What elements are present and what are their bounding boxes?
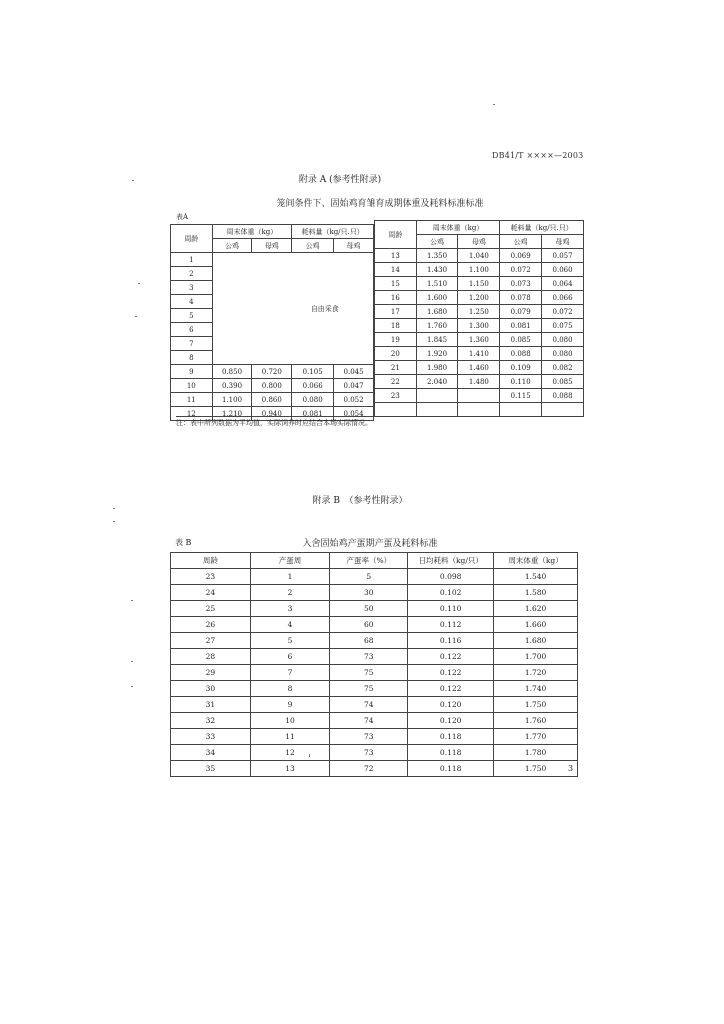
table-row <box>171 569 578 585</box>
appendix-a-footnote: 注：表中所列数据为平均值，实际饲养时应结合本场实际情况。 <box>176 416 576 428</box>
table-cell: 0.072 <box>542 305 584 319</box>
table-cell: 0.800 <box>252 379 292 393</box>
table-cell: 0.054 <box>334 407 374 421</box>
table-cell: 0.078 <box>500 291 542 305</box>
table-cell: 0.045 <box>334 365 374 379</box>
table-cell: 0.122 <box>408 665 494 681</box>
table-cell: 31 <box>171 697 251 713</box>
table-cell-week: 15 <box>375 277 417 291</box>
table-cell: 1.430 <box>416 263 458 277</box>
table-cell: 0.052 <box>334 393 374 407</box>
table-cell: 0.066 <box>542 291 584 305</box>
table-cell: 1.680 <box>416 305 458 319</box>
table-cell: 1.410 <box>458 347 500 361</box>
header-female: 母鸡 <box>542 235 584 249</box>
table-cell-week: 14 <box>375 263 417 277</box>
scan-speck <box>131 661 133 662</box>
table-cell: 0.122 <box>408 649 494 665</box>
table-cell: 0.122 <box>408 681 494 697</box>
table-cell: 1.350 <box>416 249 458 263</box>
table-row <box>171 697 578 713</box>
table-cell: 0.081 <box>500 319 542 333</box>
header-laying-week: 产蛋周 <box>250 553 330 569</box>
table-cell: 9 <box>250 697 330 713</box>
header-laying-rate: 产蛋率（%） <box>330 553 408 569</box>
table-cell: 0.118 <box>408 761 494 777</box>
table-cell: 0.116 <box>408 633 494 649</box>
header-male: 公鸡 <box>416 235 458 249</box>
table-cell: 0.940 <box>252 407 292 421</box>
header-feed: 耗料量（kg/只.只） <box>500 221 584 235</box>
appendix-a-table-title: 笼间条件下、固始鸡育雏育成期体重及耗料标准标准 <box>276 199 484 209</box>
table-cell: 3 <box>250 601 330 617</box>
scan-speck <box>113 521 115 522</box>
table-cell: 0.075 <box>542 319 584 333</box>
table-row <box>171 713 578 729</box>
table-cell: 0.073 <box>500 277 542 291</box>
table-cell: 2.040 <box>416 375 458 389</box>
table-cell: 11 <box>250 729 330 745</box>
table-cell: 1.720 <box>494 665 578 681</box>
table-cell: 0.047 <box>334 379 374 393</box>
table-cell: 1.980 <box>416 361 458 375</box>
scan-speck <box>131 686 133 687</box>
table-cell: 27 <box>171 633 251 649</box>
table-cell: 2 <box>250 585 330 601</box>
table-cell: 0.120 <box>408 713 494 729</box>
table-cell: 34 <box>171 745 251 761</box>
table-cell: 0.088 <box>542 389 584 403</box>
table-cell-week: 13 <box>375 249 417 263</box>
table-cell: 0.115 <box>500 389 542 403</box>
header-feed: 耗料量（kg/只.只） <box>292 225 374 239</box>
table-cell: 73 <box>330 745 408 761</box>
appendix-a-table-label: 表A <box>176 213 189 221</box>
table-cell: 0.072 <box>500 263 542 277</box>
header-body-weight: 周末体重（kg） <box>212 225 292 239</box>
table-cell-week: 5 <box>171 309 213 323</box>
header-body-weight: 周末体重（kg） <box>416 221 500 235</box>
header-female: 母鸡 <box>252 239 292 253</box>
table-cell-week: 9 <box>171 365 213 379</box>
table-cell: 1.210 <box>212 407 252 421</box>
table-cell: 1.620 <box>494 601 578 617</box>
table-cell: 1 <box>250 569 330 585</box>
table-cell-week: 17 <box>375 305 417 319</box>
table-cell: 0.057 <box>542 249 584 263</box>
header-male: 公鸡 <box>212 239 252 253</box>
table-cell: 1.770 <box>494 729 578 745</box>
table-cell: 1.750 <box>494 761 578 777</box>
table-cell: 0.850 <box>212 365 252 379</box>
header-male: 公鸡 <box>500 235 542 249</box>
table-cell: 1.100 <box>212 393 252 407</box>
table-cell: 1.740 <box>494 681 578 697</box>
appendix-b-table-label: 表 B <box>175 538 192 547</box>
table-cell: 7 <box>250 665 330 681</box>
table-cell: 1.360 <box>458 333 500 347</box>
table-cell: 32 <box>171 713 251 729</box>
table-cell: 6 <box>250 649 330 665</box>
table-cell: 0.088 <box>500 347 542 361</box>
table-cell: 1.600 <box>416 291 458 305</box>
table-cell: 28 <box>171 649 251 665</box>
table-cell: 1.250 <box>458 305 500 319</box>
table-cell-week: 18 <box>375 319 417 333</box>
table-cell: 23 <box>171 569 251 585</box>
table-cell: 0.085 <box>500 333 542 347</box>
table-cell-week: 22 <box>375 375 417 389</box>
table-cell-week: 20 <box>375 347 417 361</box>
table-cell <box>458 389 500 403</box>
table-cell: 0.085 <box>542 375 584 389</box>
table-cell: 0.118 <box>408 745 494 761</box>
table-cell: 1.920 <box>416 347 458 361</box>
appendix-b-table <box>170 552 578 777</box>
table-cell: 1.100 <box>458 263 500 277</box>
table-cell-week: 23 <box>375 389 417 403</box>
table-cell: 25 <box>171 601 251 617</box>
table-cell: 0.112 <box>408 617 494 633</box>
table-cell: 5 <box>250 633 330 649</box>
table-cell: 1.750 <box>494 697 578 713</box>
table-cell: 13 <box>250 761 330 777</box>
table-cell: 1.580 <box>494 585 578 601</box>
scan-speck <box>132 180 134 181</box>
table-cell-week: 16 <box>375 291 417 305</box>
appendix-a-left-table <box>170 224 374 421</box>
table-cell: 0.079 <box>500 305 542 319</box>
table-cell: 1.680 <box>494 633 578 649</box>
table-cell: 1.845 <box>416 333 458 347</box>
table-cell: 0.105 <box>292 365 334 379</box>
table-cell: 26 <box>171 617 251 633</box>
table-cell: 1.200 <box>458 291 500 305</box>
table-cell-week: 6 <box>171 323 213 337</box>
table-row <box>171 649 578 665</box>
header-week: 周龄 <box>171 225 213 253</box>
table-cell-empty <box>416 403 458 417</box>
table-cell-week: 21 <box>375 361 417 375</box>
table-cell: 1.300 <box>458 319 500 333</box>
table-cell: 0.720 <box>252 365 292 379</box>
table-cell: 74 <box>330 697 408 713</box>
header-body-weight: 周末体重（kg） <box>494 553 578 569</box>
table-cell-week: 11 <box>171 393 213 407</box>
table-cell: 0.081 <box>292 407 334 421</box>
table-cell-week: 12 <box>171 407 213 421</box>
header-female: 母鸡 <box>458 235 500 249</box>
doc-code: DB41/T ××××—2003 <box>492 151 584 160</box>
appendix-b-table-title: 入舍固始鸡产蛋期产蛋及耗料标准 <box>302 539 438 549</box>
table-cell: 0.064 <box>542 277 584 291</box>
table-cell-empty <box>375 403 417 417</box>
appendix-a-heading: 附录 A (参考性附录) <box>298 175 382 185</box>
table-cell: 0.080 <box>542 333 584 347</box>
table-cell: 0.390 <box>212 379 252 393</box>
table-cell <box>416 389 458 403</box>
header-female: 母鸡 <box>334 239 374 253</box>
table-cell: 1.510 <box>416 277 458 291</box>
table-cell-week: 8 <box>171 351 213 365</box>
table-cell-empty <box>542 403 584 417</box>
table-cell: 29 <box>171 665 251 681</box>
table-cell: 10 <box>250 713 330 729</box>
table-cell-empty <box>500 403 542 417</box>
scan-speck <box>113 508 115 509</box>
table-cell: 75 <box>330 681 408 697</box>
table-cell: 12 <box>250 745 330 761</box>
table-cell: 0.118 <box>408 729 494 745</box>
table-cell: 50 <box>330 601 408 617</box>
appendix-b-heading: 附录 B （参考性附录） <box>312 496 408 506</box>
table-row <box>171 601 578 617</box>
table-cell: 1.780 <box>494 745 578 761</box>
table-row <box>171 633 578 649</box>
table-cell-week: 3 <box>171 281 213 295</box>
table-cell: 1.460 <box>458 361 500 375</box>
scan-speck <box>135 316 137 317</box>
table-cell: 4 <box>250 617 330 633</box>
table-cell-week: 19 <box>375 333 417 347</box>
table-row <box>171 729 578 745</box>
scan-speck <box>138 283 140 284</box>
table-row <box>171 761 578 777</box>
table-cell: 1.040 <box>458 249 500 263</box>
table-cell-week: 2 <box>171 267 213 281</box>
table-cell-week: 1 <box>171 253 213 267</box>
table-cell: 1.660 <box>494 617 578 633</box>
page-number: 3 <box>568 764 574 773</box>
scan-speck <box>131 600 133 601</box>
table-cell: 0.082 <box>542 361 584 375</box>
table-cell: 0.069 <box>500 249 542 263</box>
table-row <box>171 617 578 633</box>
table-cell-week: 7 <box>171 337 213 351</box>
table-cell: 75 <box>330 665 408 681</box>
table-cell: 0.080 <box>292 393 334 407</box>
header-male: 公鸡 <box>292 239 334 253</box>
table-cell: 74 <box>330 713 408 729</box>
table-cell: 0.098 <box>408 569 494 585</box>
table-row <box>171 585 578 601</box>
table-cell: 1.760 <box>416 319 458 333</box>
header-week: 周龄 <box>375 221 417 249</box>
header-week: 周龄 <box>171 553 251 569</box>
table-cell: 73 <box>330 649 408 665</box>
table-cell: 30 <box>171 681 251 697</box>
table-cell: 33 <box>171 729 251 745</box>
table-cell: 72 <box>330 761 408 777</box>
merged-note: 自由采食 <box>310 304 339 313</box>
table-cell-empty <box>458 403 500 417</box>
table-cell: 30 <box>330 585 408 601</box>
scan-speck <box>493 104 495 105</box>
table-cell: 0.110 <box>500 375 542 389</box>
table-cell: 0.102 <box>408 585 494 601</box>
table-cell: 0.066 <box>292 379 334 393</box>
appendix-a-right-table <box>374 220 584 417</box>
table-cell: 1.760 <box>494 713 578 729</box>
header-daily-feed: 日均耗料（kg/只） <box>408 553 494 569</box>
table-cell: 1.540 <box>494 569 578 585</box>
table-cell: 0.060 <box>542 263 584 277</box>
table-cell: 0.080 <box>542 347 584 361</box>
table-cell: 24 <box>171 585 251 601</box>
table-cell: 68 <box>330 633 408 649</box>
table-row <box>171 681 578 697</box>
table-cell-week: 4 <box>171 295 213 309</box>
table-cell: 1.150 <box>458 277 500 291</box>
table-row <box>171 665 578 681</box>
table-cell: 5 <box>330 569 408 585</box>
table-row <box>171 745 578 761</box>
table-cell: 8 <box>250 681 330 697</box>
table-cell: 73 <box>330 729 408 745</box>
table-cell: 0.860 <box>252 393 292 407</box>
table-cell: 1.700 <box>494 649 578 665</box>
table-cell: 35 <box>171 761 251 777</box>
table-cell: 1.480 <box>458 375 500 389</box>
table-cell-week: 10 <box>171 379 213 393</box>
table-cell: 0.120 <box>408 697 494 713</box>
merged-free-feeding-cell <box>212 253 373 365</box>
table-cell: 0.110 <box>408 601 494 617</box>
table-cell: 60 <box>330 617 408 633</box>
table-cell: 0.109 <box>500 361 542 375</box>
